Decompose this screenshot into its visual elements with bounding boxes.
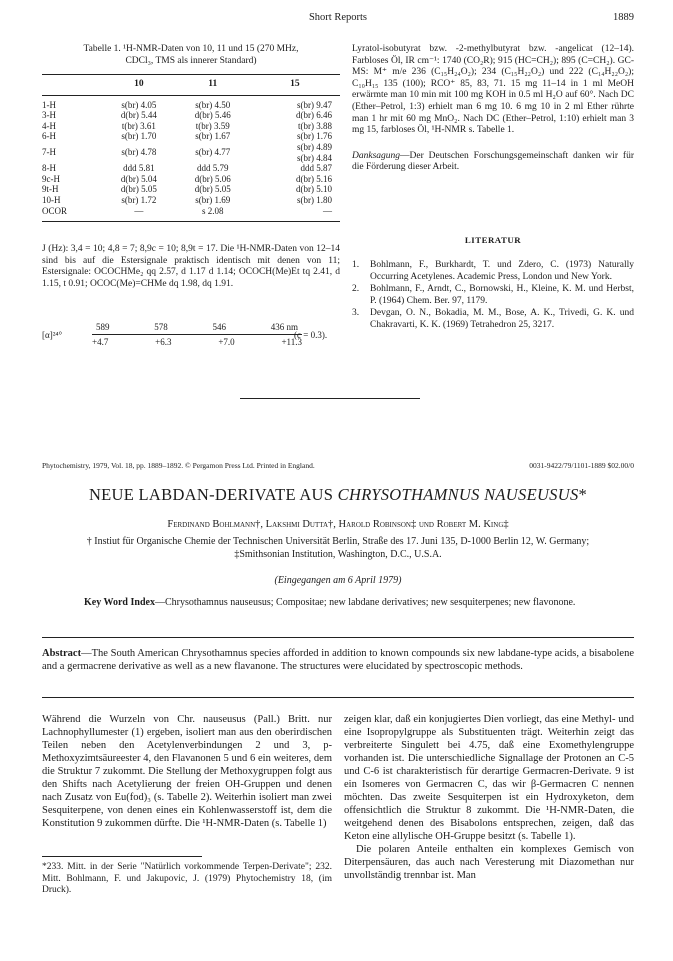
optical-rotation: [42, 322, 340, 348]
experimental-text: [352, 44, 634, 174]
rotation-concentration: (c = 0.3).: [294, 330, 328, 340]
cell-15-b: s(br) 4.84: [297, 152, 332, 163]
row-label: 9t-H: [42, 184, 59, 195]
cell-15: d(br) 6.46: [296, 110, 332, 121]
table-header-empty: [42, 75, 102, 96]
title-plain: NEUE LABDAN-DERIVATE AUS: [88, 485, 338, 504]
running-head-title: Short Reports: [308, 12, 368, 23]
nmr-table: [42, 74, 340, 222]
body-right-column: [344, 713, 634, 882]
page-number: 1889: [613, 12, 634, 23]
body-paragraph: Die polaren Anteile enthalten ein komplexes Gemisch von Diterpensäuren, das auch nach Veresterung mit Diazomethan nur unvollständig trennbar ist. Man: [344, 844, 634, 881]
cell-10: s(br) 4.78: [121, 146, 157, 157]
row-label: 1-H: [42, 99, 56, 110]
cell-10: ddd 5.81: [123, 163, 155, 174]
cell-15: [250, 142, 340, 163]
title-star: *: [578, 485, 588, 504]
abstract-text: —The South American Chrysothamnus species afforded in addition to known compounds six new labdane-type acids, a bisabolene and a germacrene derivative as well as a new flavanone. The structures were elucidated by spectroscopic methods.: [42, 648, 634, 672]
table-caption-line-2: CDCl₃, TMS als innerer Standard): [125, 55, 257, 66]
table-row: [42, 142, 340, 163]
cell-15: s(br) 1.80: [297, 194, 332, 205]
table-row: [42, 110, 340, 121]
rule-below-abstract: [42, 697, 634, 698]
affiliations: [42, 536, 634, 561]
cell-15: ddd 5.87: [300, 163, 332, 174]
table-row: [42, 95, 340, 110]
row-label: 4-H: [42, 120, 56, 131]
affiliation-1: † Instiut für Organische Chemie der Technischen Universität Berlin, Straße des 17. Juni 135, D-1000 Berlin 12, W. Germany;: [86, 536, 590, 547]
reference-text: Devgan, O. N., Bokadia, M. M., Bose, A. K., Trivedi, G. K. und Chakravarti, K. K. (1969) Tetrahedron 25, 3217.: [370, 308, 634, 330]
row-label: OCOR: [42, 206, 102, 222]
table-header-11: 11: [176, 75, 250, 96]
reference-list: [352, 260, 634, 333]
experimental-paragraph: Lyratol-isobutyrat bzw. -2-methylbutyrat bzw. -angelicat (12–14). Farbloses Öl, IR cm⁻¹: 1740 (CO₂R); 915 (HC=CH₂); 895 (C=CH₂). GC-MS: M⁺ m/e 236 (C₁₅H₂₄O₂); 234 (C₁₅H₂₂O₂) und 222 (C₁₄H₂₂O₂); C₁₀H₁₅ 135 (100); RCO⁺ 85, 83, 71. 15 mg 11–14 in 1 ml MeOH erwärmte man 10 min mit 100 mg KOH in 0.5 ml H₂O auf 60°. Nach DC (Ether–Petrol, 1:3) erhielt man 6 mg 10. 6 mg 10 in 2 ml Ether rührte man 1 hr mit 60 mg MnO₂. Nach DC (Ether–Petrol, 1:10) erhielt man 3 mg 15, farbloses Öl, ¹H-NMR s. Tabelle 1.: [352, 44, 634, 136]
cell-10: s(br) 1.70: [121, 131, 157, 142]
cell-10: —: [102, 206, 176, 222]
cell-11: d(br) 5.06: [194, 173, 231, 184]
table-row: [42, 131, 340, 142]
cell-11: d(br) 5.05: [194, 184, 231, 195]
authors: Ferdinand Bohlmann†, Lakshmi Dutta†, Harold Robinson‡ und Robert M. King‡: [167, 519, 509, 530]
row-label: 3-H: [42, 110, 56, 121]
row-label: 8-H: [42, 163, 56, 174]
cell-15: d(br) 5.16: [296, 173, 332, 184]
cell-15: t(br) 3.88: [298, 120, 332, 131]
reference-item: [352, 260, 634, 283]
keywords: [84, 597, 604, 610]
reference-text: Bohlmann, F., Arndt, C., Bornowski, H., Kleine, K. M. und Herbst, P. (1964) Chem. Ber. 97, 1179.: [370, 284, 634, 306]
ack-text: —Der Deutschen Forschungsgemeinschaft danken wir für die Förderung dieser Arbeit.: [352, 150, 634, 173]
wavelength: 578: [154, 322, 168, 332]
rotation-alpha: [α]²⁴°: [42, 330, 63, 340]
cell-11: s(br) 1.69: [195, 194, 231, 205]
table-row: [42, 184, 340, 195]
journal-citation: Phytochemistry, 1979, Vol. 18, pp. 1889–1892. © Pergamon Press Ltd. Printed in England.: [42, 461, 315, 470]
rotation-fraction: [92, 322, 302, 347]
table-note: J (Hz): 3,4 = 10; 4,8 = 7; 8,9c = 10; 8,9t = 17. Die ¹H-NMR-Daten von 12–14 sind bis auf die Estersignale praktisch identisch mit denen von 11; Estersignale: OCOCHMe₂ qq 2.57, d 1.17 d 1.14; OCOCH(Me)Et tq 2.41, d 1.15, t 0.91; OCOC(Me)=CHMe dq 1.98, dq 1.91.: [42, 244, 340, 289]
cell-15: s(br) 9.47: [297, 99, 332, 110]
reference-number: 3.: [352, 308, 360, 319]
table-header-10: 10: [102, 75, 176, 96]
journal-code: 0031-9422/79/1101-1889 $02.00/0: [529, 461, 634, 470]
cell-15: s(br) 1.76: [297, 131, 332, 142]
cell-15-a: s(br) 4.89: [297, 141, 332, 152]
ack-label: Danksagung: [352, 150, 401, 161]
rule-above-abstract: [42, 637, 634, 638]
row-label: 9c-H: [42, 173, 60, 184]
journal-line: [42, 461, 634, 470]
table-row: [42, 163, 340, 174]
rotation-value: +7.0: [218, 337, 235, 347]
cell-11: s(br) 4.50: [195, 99, 231, 110]
cell-11: s(br) 1.67: [195, 131, 231, 142]
acknowledgement: [352, 151, 634, 174]
cell-11: s 2.08: [176, 206, 250, 222]
table-caption-line-1: Tabelle 1. ¹H-NMR-Daten von 10, 11 und 15 (270 MHz,: [83, 44, 299, 54]
keywords-label: Key Word Index: [84, 597, 155, 608]
cell-11: ddd 5.79: [197, 163, 229, 174]
row-label: 7-H: [42, 146, 56, 157]
body-left-column: Während die Wurzeln von Chr. nauseusus (Pall.) Britt. nur Lachnophyllumester (1) ergeben, isoliert man aus den oberirdischen Teilen neben den Acetylenverbindungen 2 und 3, p-Methoxyzimtsäureester 4, den Flavanonen 5 und 6 ein weiteres, dem die Struktur 7 zukommt. Die Stellung der Methoxygruppen folgt aus den Shifts nach Acetylierung der freien OH-Gruppen und denen nach Zusatz von Eu(fod)₃ (s. Tabelle 2). Weiterhin isoliert man zwei Sesquiterpene, von denen eines ein Kohlenwasserstoff ist, dem die Konstitution 9 zukommen dürfte. Die ¹H-NMR-Daten (s. Tabelle 1): [42, 714, 332, 829]
cell-10: d(br) 5.44: [120, 110, 157, 121]
cell-11: t(br) 3.59: [195, 120, 230, 131]
table-caption: [42, 44, 340, 67]
cell-15: d(br) 5.10: [296, 184, 332, 195]
title-italic: CHRYSOTHAMNUS NAUSEUSUS: [337, 485, 579, 504]
rotation-value: +6.3: [155, 337, 172, 347]
cell-10: t(br) 3.61: [121, 120, 156, 131]
article-title: [42, 485, 634, 505]
section-divider: [240, 398, 420, 399]
rotation-value: +4.7: [92, 337, 109, 347]
table-row: [42, 195, 340, 206]
keywords-text: —Chrysothamnus nauseusus; Compositae; new labdane derivatives; new sesquiterpenes; new flavonone.: [154, 597, 576, 608]
received-date: (Eingegangen am 6 April 1979): [274, 575, 402, 586]
cell-11: d(br) 5.46: [194, 110, 231, 121]
row-label: 10-H: [42, 194, 61, 205]
table-row: [42, 174, 340, 185]
reference-number: 1.: [352, 260, 360, 270]
rotation-values: [92, 335, 302, 347]
running-head: [42, 12, 634, 26]
footnote-rule: [42, 856, 202, 857]
cell-11: s(br) 4.77: [195, 146, 231, 157]
reference-text: Bohlmann, F., Burkhardt, T. und Zdero, C. (1973) Naturally Occurring Acetylenes. Academic Press, London und New York.: [370, 260, 634, 282]
table-row: [42, 121, 340, 132]
table-header-15: 15: [250, 75, 340, 96]
cell-10: d(br) 5.04: [120, 173, 157, 184]
reference-item: [352, 308, 634, 331]
rotation-value: +11.3: [281, 337, 302, 347]
cell-15: —: [250, 206, 340, 222]
reference-item: [352, 284, 634, 307]
cell-10: s(br) 4.05: [121, 99, 157, 110]
cell-10: s(br) 1.72: [121, 194, 157, 205]
row-label: 6-H: [42, 131, 56, 142]
abstract-label: Abstract: [42, 648, 82, 659]
table-row: [42, 206, 340, 222]
abstract: [42, 647, 634, 673]
footnote: *233. Mitt. in der Serie "Natürlich vorkommende Terpen-Derivate"; 232. Mitt. Bohlmann, F. und Jakupovic, J. (1979) Phytochemistry 18, (im Druck).: [42, 862, 332, 895]
wavelength: 546: [212, 322, 226, 332]
wavelength: 436 nm: [270, 322, 298, 332]
table-header-row: [42, 75, 340, 96]
body-paragraph: zeigen klar, daß ein konjugiertes Dien vorliegt, das eine Methyl- und eine Isopropylgruppe als Substituenten trägt. Weiterhin zeigt das verbreiterte Singulett bei 4.75, daß eine Exomethylengruppe vorhanden ist. Die unterschiedliche Signallage der Protonen an C-5 und C-6 ist charakteristisch für derartige Germacren-Derivate. 9 ist ein Isomeres von Germacren C, das wir β-Germacren C nennen möchten. Das zweite Sesquiterpen ist ein Hydroxyketon, dem offensichtlich die Struktur 8 zukommt. Die ¹H-NMR-Daten, die weitgehend denen des Bisabolons entsprechen, zeigen, daß das Keton eine allylische OH-Gruppe besitzt (s. Tabelle 1).: [344, 714, 634, 842]
literature-heading: LITERATUR: [464, 235, 522, 245]
affiliation-2: ‡Smithsonian Institution, Washington, D.C., U.S.A.: [234, 548, 442, 560]
wavelength: 589: [96, 322, 110, 332]
reference-number: 2.: [352, 284, 360, 295]
cell-10: d(br) 5.05: [120, 184, 157, 195]
rotation-wavelengths: [92, 322, 302, 335]
